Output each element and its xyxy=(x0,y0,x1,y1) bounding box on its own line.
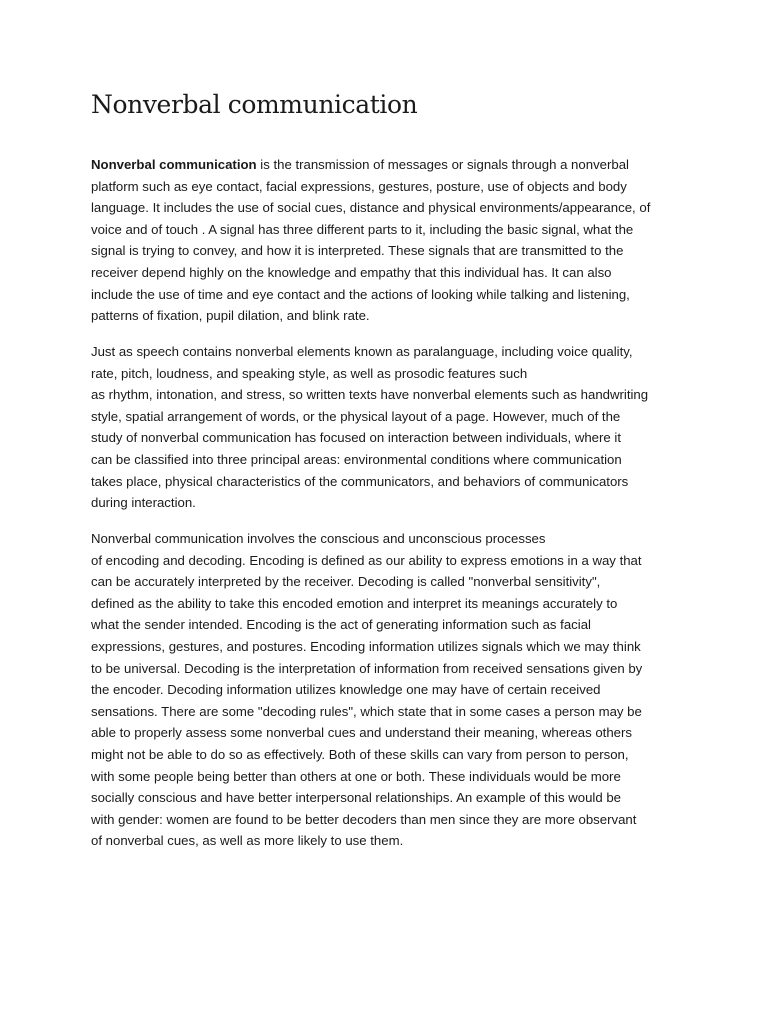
paragraph-line: sensations. There are some "decoding rules", which state that in some cases a person may be xyxy=(91,703,642,719)
line-text: is the transmission of messages or signals through a nonverbal xyxy=(256,157,629,172)
paragraph-line: defined as the ability to take this encoded emotion and interpret its meanings accurately to xyxy=(91,595,618,611)
bold-term: Nonverbal communication xyxy=(91,157,257,172)
document-title: Nonverbal communication xyxy=(91,90,418,119)
paragraph-line: of encoding and decoding. Encoding is defined as our ability to express emotions in a way that xyxy=(91,552,642,568)
paragraph-line: platform such as eye contact, facial expressions, gestures, posture, use of objects and body xyxy=(91,178,627,194)
paragraph-line: patterns of fixation, pupil dilation, and blink rate. xyxy=(91,308,370,324)
paragraph-line: what the sender intended. Encoding is the act of generating information such as facial xyxy=(91,617,591,633)
paragraph-line: takes place, physical characteristics of the communicators, and behaviors of communicators xyxy=(91,473,629,489)
paragraph-line: signal is trying to convey, and how it is interpreted. These signals that are transmitted to the xyxy=(91,243,624,259)
paragraph-line: study of nonverbal communication has focused on interaction between individuals, where it xyxy=(91,430,622,446)
paragraph-line: to be universal. Decoding is the interpretation of information from received sensations given by xyxy=(91,660,643,676)
paragraph-line: with gender: women are found to be better decoders than men since they are more observant xyxy=(91,811,637,827)
paragraph-line: Just as speech contains nonverbal elements known as paralanguage, including voice quality, xyxy=(91,344,633,359)
paragraph-definition xyxy=(91,154,687,327)
paragraph-line: the encoder. Decoding information utilizes knowledge one may have of certain received xyxy=(91,682,601,698)
paragraph-line: language. It includes the use of social cues, distance and physical environments/appearance, of xyxy=(91,200,651,216)
paragraph-line: might not be able to do so as effectively. Both of these skills can vary from person to person, xyxy=(91,746,629,762)
paragraph-line: can be classified into three principal areas: environmental conditions where communication xyxy=(91,451,622,467)
paragraph-encoding-decoding xyxy=(91,528,687,852)
paragraph-line: rate, pitch, loudness, and speaking style, as well as prosodic features such xyxy=(91,365,528,381)
paragraph-line: Nonverbal communication involves the conscious and unconscious processes xyxy=(91,531,546,546)
paragraph-line: of nonverbal cues, as well as more likely to use them. xyxy=(91,833,404,849)
paragraph-line: include the use of time and eye contact and the actions of looking while talking and listening, xyxy=(91,286,630,302)
paragraph-line: socially conscious and have better interpersonal relationships. An example of this would be xyxy=(91,790,622,806)
paragraph-line: as rhythm, intonation, and stress, so written texts have nonverbal elements such as handwriting xyxy=(91,387,649,403)
paragraph-line: expressions, gestures, and postures. Encoding information utilizes signals which we may think xyxy=(91,638,641,654)
paragraph-line xyxy=(91,154,687,176)
paragraph-line: with some people being better than others at one or both. These individuals would be more xyxy=(91,768,621,784)
paragraph-line: during interaction. xyxy=(91,495,196,511)
paragraph-line: style, spatial arrangement of words, or the physical layout of a page. However, much of the xyxy=(91,408,621,424)
paragraph-line: can be accurately interpreted by the receiver. Decoding is called "nonverbal sensitivity", xyxy=(91,574,601,590)
paragraph-line: voice and of touch . A signal has three different parts to it, including the basic signal, what the xyxy=(91,221,634,237)
paragraph-line: able to properly assess some nonverbal cues and understand their meaning, whereas others xyxy=(91,725,633,741)
paragraph-line: receiver depend highly on the knowledge and empathy that this individual has. It can also xyxy=(91,264,612,280)
paragraph-paralanguage xyxy=(91,341,687,514)
